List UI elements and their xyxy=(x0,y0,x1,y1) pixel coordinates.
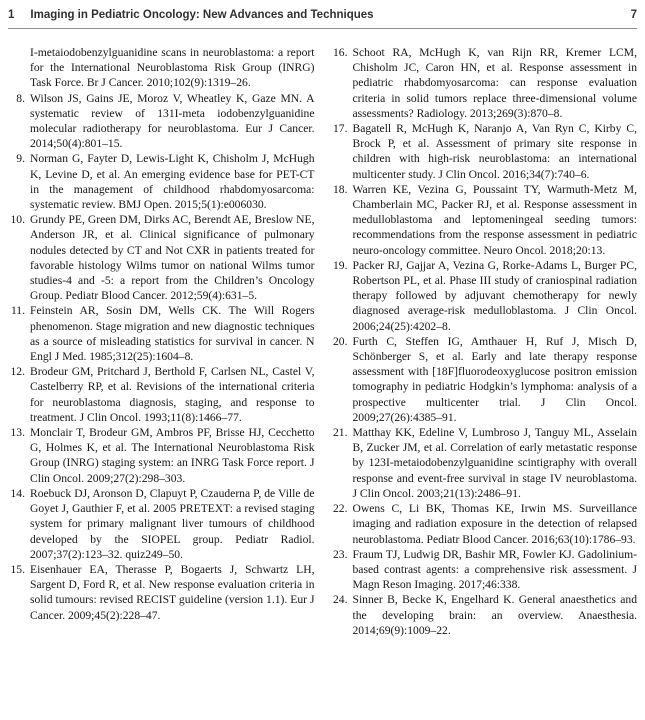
reference-item xyxy=(331,425,638,501)
reference-text: Wilson JS, Gains JE, Moroz V, Wheatley K, Gaze MN. A systematic review of 131I-meta iodobenzylguanidine molecular radiotherapy for neuroblastoma. Eur J Cancer. 2014;50(4):801–15. xyxy=(30,91,315,151)
reference-list-left xyxy=(8,91,315,623)
reference-text: Sinner B, Becke K, Engelhard K. General anaesthetics and the developing brain: an overview. Anaesthesia. 2014;69(9):1009–22. xyxy=(352,593,637,637)
reference-number: 20. xyxy=(333,334,348,348)
reference-number: 22. xyxy=(333,502,348,516)
reference-text: Monclair T, Brodeur GM, Ambros PF, Brisse HJ, Cecchetto G, Holmes K, et al. The International Neuroblastoma Risk Group (INRG) staging system: an INRG Task Force report. J Clin Oncol. 2009;27(2):298–303. xyxy=(30,426,315,485)
chapter-number: 1 xyxy=(8,9,15,21)
column-right xyxy=(331,45,638,638)
column-left xyxy=(8,45,315,638)
chapter-title: Imaging in Pediatric Oncology: New Advances and Techniques xyxy=(30,9,374,21)
reference-number: 23. xyxy=(333,547,348,561)
reference-number: 15. xyxy=(10,562,25,576)
reference-text: Warren KE, Vezina G, Poussaint TY, Warmuth-Metz M, Chamberlain MC, Packer RJ, et al. Response assessment in medulloblastoma and leptomeningeal seeding tumors: recommendations from the response assessment in pediatric neuro-oncology committee. Neuro Oncol. 2018;20:13. xyxy=(352,182,637,257)
reference-number: 8. xyxy=(16,91,25,105)
reference-list-right xyxy=(331,45,638,638)
page-number: 7 xyxy=(630,9,637,21)
reference-item xyxy=(8,91,315,152)
reference-item xyxy=(331,121,638,182)
reference-continuation: I-metaiodobenzylguanidine scans in neuroblastoma: a report for the International Neuroblastoma Risk Group (INRG) Task Force. Br J Cancer. 2010;102(9):1319–26. xyxy=(30,46,315,90)
reference-text: Bagatell R, McHugh K, Naranjo A, Van Ryn C, Kirby C, Brock P, et al. Assessment of primary site response in children with high-risk neuroblastoma: an international multicenter study. J Clin Oncol. 2016;34(7):740–6. xyxy=(352,122,637,181)
reference-number: 21. xyxy=(333,426,348,440)
running-header xyxy=(8,5,637,29)
reference-text: Packer RJ, Gajjar A, Vezina G, Rorke-Adams L, Burger PC, Robertson PL, et al. Phase III study of craniospinal radiation therapy followed by adjuvant chemotherapy for newly diagnosed average-risk medulloblastoma. J Clin Oncol. 2006;24(25):4202–8. xyxy=(352,258,637,333)
reference-text: Grundy PE, Green DM, Dirks AC, Berendt AE, Breslow NE, Anderson JR, et al. Clinical significance of pulmonary nodules detected by CT and Not CXR in patients treated for favorable histology Wilms tumor on national Wilms tumor studies-4 and -5: a report from the Children’s Oncology Group. Pediatr Blood Cancer. 2012;59(4):631–5. xyxy=(30,213,315,303)
reference-number: 13. xyxy=(10,426,25,440)
reference-item xyxy=(8,486,315,562)
reference-number: 11. xyxy=(10,304,25,318)
reference-number: 18. xyxy=(333,182,348,196)
reference-text: Schoot RA, McHugh K, van Rijn RR, Kremer LCM, Chisholm JC, Caron HN, et al. Response assessment in pediatric rhabdomyosarcoma: can response evaluation criteria in solid tumors replace three-dimensional volume assessments? Radiology. 2013;269(3):870–8. xyxy=(352,46,637,120)
reference-item xyxy=(8,364,315,425)
reference-text: Matthay KK, Edeline V, Lumbroso J, Tanguy ML, Asselain B, Zucker JM, et al. Correlation of early metastatic response by 123I-metaiodobenzylguanidine scintigraphy with overall response and event-free survival in stage IV neuroblastoma. J Clin Oncol. 2003;21(13):2486–91. xyxy=(352,426,637,500)
reference-text: Furth C, Steffen IG, Amthauer H, Ruf J, Misch D, Schönberger S, et al. Early and late therapy response assessment with [18F]fluorodeoxyglucose positron emission tomography in pediatric Hodgkin’s lymphoma: analysis of a prospective multicenter trial. J Clin Oncol. 2009;27(26):4385–91. xyxy=(352,334,637,424)
reference-text: Owens C, Li BK, Thomas KE, Irwin MS. Surveillance imaging and radiation exposure in the detection of relapsed neuroblastoma. Pediatr Blood Cancer. 2016;63(10):1786–93. xyxy=(352,502,637,546)
reference-number: 12. xyxy=(10,365,25,379)
reference-item xyxy=(8,151,315,212)
reference-item xyxy=(331,547,638,593)
reference-number: 9. xyxy=(16,152,25,166)
reference-text: Roebuck DJ, Aronson D, Clapuyt P, Czauderna P, de Ville de Goyet J, Gauthier F, et al. 2005 PRETEXT: a revised staging system for primary malignant liver tumours of childhood developed by the SIOPEL group. Pediatr Radiol. 2007;37(2):123–32. quiz249–50. xyxy=(30,486,315,561)
reference-text: Norman G, Fayter D, Lewis-Light K, Chisholm J, McHugh K, Levine D, et al. An emerging evidence base for PET-CT in the management of childhood rhabdomyosarcoma: systematic review. BMJ Open. 2015;5(1):e006030. xyxy=(30,152,315,212)
reference-text: Brodeur GM, Pritchard J, Berthold F, Carlsen NL, Castel V, Castelberry RP, et al. Revisions of the international criteria for neuroblastoma diagnosis, staging, and response to treatment. J Clin Oncol. 1993;11(8):1466–77. xyxy=(30,365,315,424)
reference-number: 24. xyxy=(333,593,348,607)
reference-number: 14. xyxy=(10,486,25,500)
reference-number: 17. xyxy=(333,122,348,136)
reference-text: Feinstein AR, Sosin DM, Wells CK. The Will Rogers phenomenon. Stage migration and new diagnostic techniques as a source of misleading statistics for survival in cancer. N Engl J Med. 1985;312(25):1604–8. xyxy=(30,304,315,364)
reference-columns xyxy=(8,45,637,638)
reference-number: 10. xyxy=(10,213,25,227)
reference-item xyxy=(331,45,638,121)
reference-item xyxy=(8,562,315,623)
reference-item xyxy=(331,258,638,334)
reference-number: 16. xyxy=(333,46,348,59)
reference-item xyxy=(331,182,638,258)
reference-text: Fraum TJ, Ludwig DR, Bashir MR, Fowler KJ. Gadolinium-based contrast agents: a comprehensive risk assessment. J Magn Reson Imaging. 2017;46:338. xyxy=(352,547,637,592)
reference-number: 19. xyxy=(333,258,348,272)
reference-item xyxy=(331,334,638,425)
reference-item xyxy=(8,212,315,303)
reference-item xyxy=(8,303,315,364)
reference-item xyxy=(331,592,638,638)
reference-text: Eisenhauer EA, Therasse P, Bogaerts J, Schwartz LH, Sargent D, Ford R, et al. New response evaluation criteria in solid tumours: revised RECIST guideline (version 1.1). Eur J Cancer. 2009;45(2):228–47. xyxy=(30,562,315,622)
reference-item xyxy=(331,501,638,547)
reference-item xyxy=(8,425,315,486)
